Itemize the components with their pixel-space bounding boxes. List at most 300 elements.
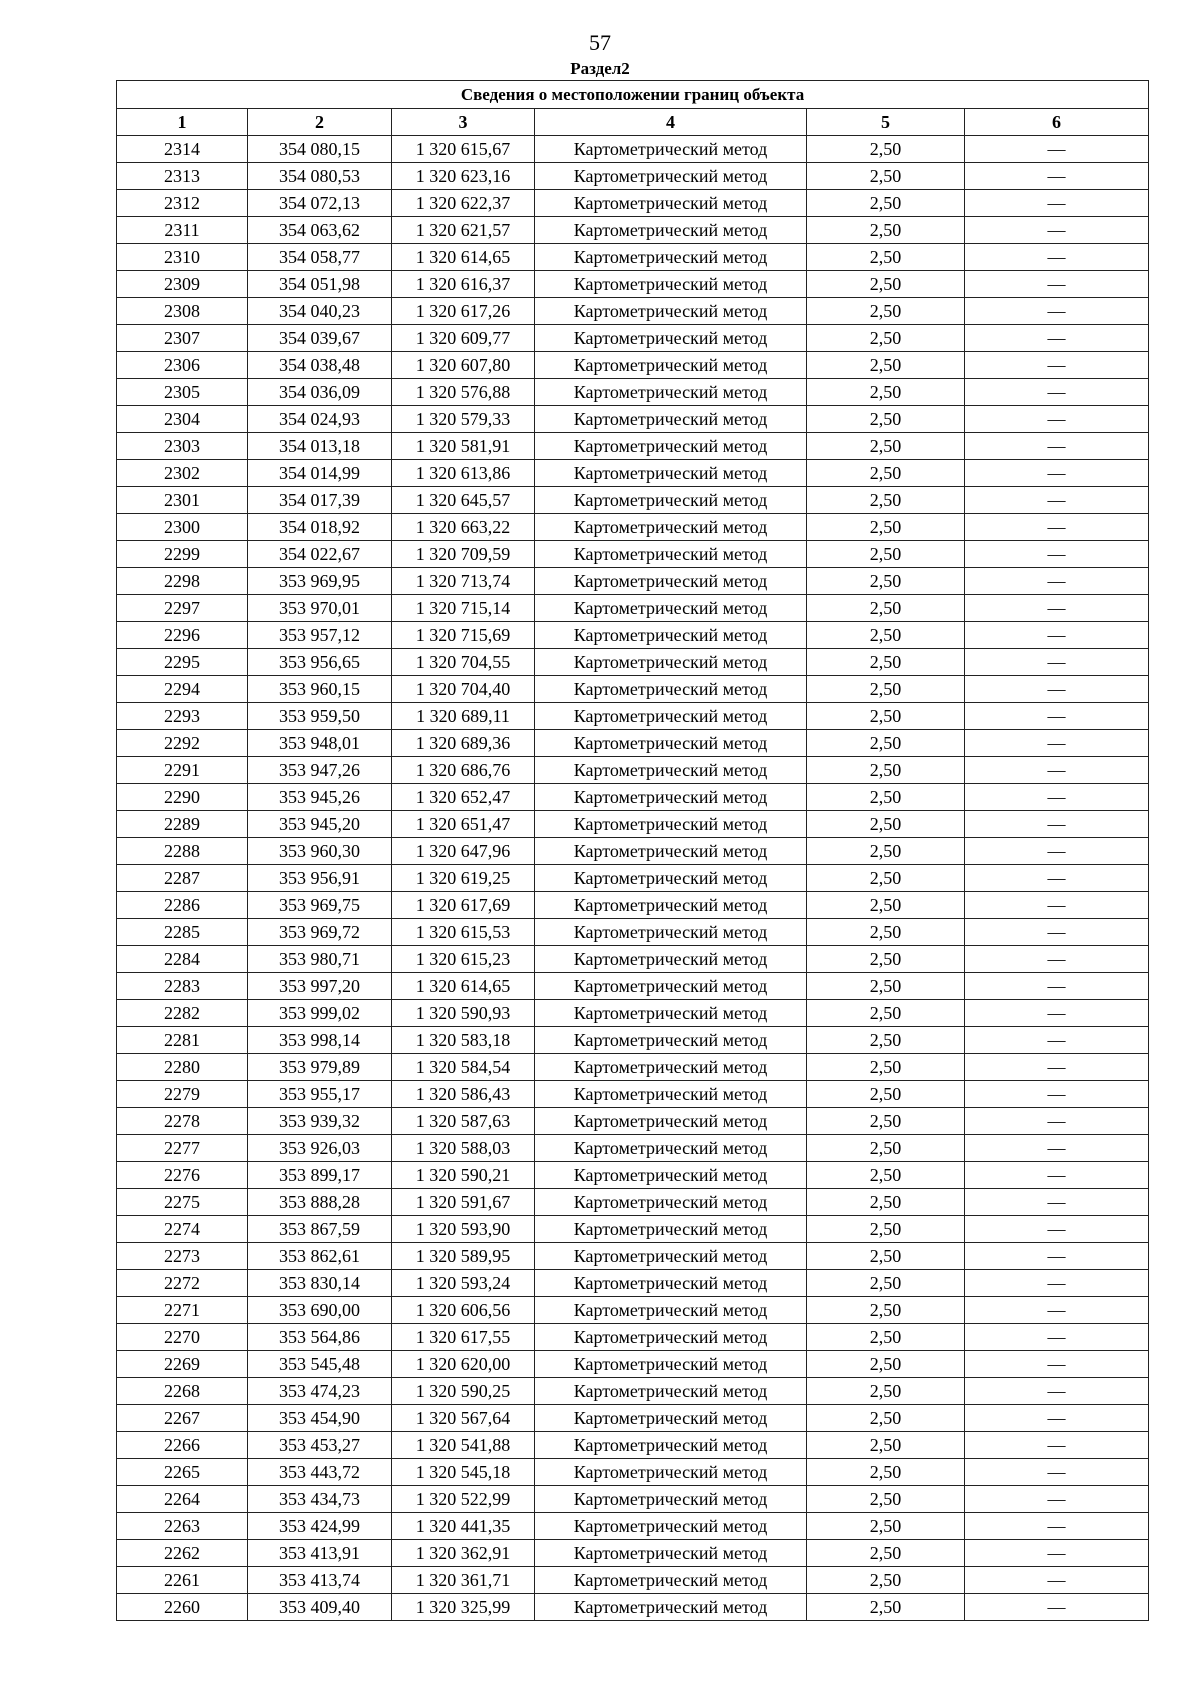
y-coordinate-cell: 1 320 651,47 [392, 811, 535, 838]
accuracy-cell: 2,50 [807, 811, 965, 838]
y-coordinate-cell: 1 320 588,03 [392, 1135, 535, 1162]
accuracy-cell: 2,50 [807, 1297, 965, 1324]
table-row [117, 622, 1149, 649]
determination-method-cell: Картометрический метод [535, 1216, 807, 1243]
accuracy-cell: 2,50 [807, 1567, 965, 1594]
x-coordinate-cell: 354 040,23 [248, 298, 392, 325]
y-coordinate-cell: 1 320 617,69 [392, 892, 535, 919]
y-coordinate-cell: 1 320 617,26 [392, 298, 535, 325]
y-coordinate-cell: 1 320 576,88 [392, 379, 535, 406]
determination-method-cell: Картометрический метод [535, 379, 807, 406]
determination-method-cell: Картометрический метод [535, 919, 807, 946]
point-number-cell: 2263 [117, 1513, 248, 1540]
description-cell: — [965, 1243, 1149, 1270]
determination-method-cell: Картометрический метод [535, 1486, 807, 1513]
x-coordinate-cell: 353 867,59 [248, 1216, 392, 1243]
y-coordinate-cell: 1 320 715,69 [392, 622, 535, 649]
table-row [117, 892, 1149, 919]
y-coordinate-cell: 1 320 686,76 [392, 757, 535, 784]
description-cell: — [965, 406, 1149, 433]
x-coordinate-cell: 353 945,26 [248, 784, 392, 811]
point-number-cell: 2297 [117, 595, 248, 622]
y-coordinate-cell: 1 320 541,88 [392, 1432, 535, 1459]
point-number-cell: 2277 [117, 1135, 248, 1162]
description-cell: — [965, 298, 1149, 325]
x-coordinate-cell: 354 080,15 [248, 136, 392, 163]
column-header: 1 [117, 109, 248, 136]
determination-method-cell: Картометрический метод [535, 460, 807, 487]
y-coordinate-cell: 1 320 713,74 [392, 568, 535, 595]
description-cell: — [965, 1378, 1149, 1405]
x-coordinate-cell: 353 960,15 [248, 676, 392, 703]
determination-method-cell: Картометрический метод [535, 541, 807, 568]
point-number-cell: 2280 [117, 1054, 248, 1081]
description-cell: — [965, 541, 1149, 568]
accuracy-cell: 2,50 [807, 676, 965, 703]
table-row [117, 703, 1149, 730]
y-coordinate-cell: 1 320 545,18 [392, 1459, 535, 1486]
description-cell: — [965, 433, 1149, 460]
accuracy-cell: 2,50 [807, 1432, 965, 1459]
determination-method-cell: Картометрический метод [535, 1459, 807, 1486]
description-cell: — [965, 325, 1149, 352]
table-row [117, 757, 1149, 784]
description-cell: — [965, 1513, 1149, 1540]
point-number-cell: 2279 [117, 1081, 248, 1108]
table-row [117, 1162, 1149, 1189]
x-coordinate-cell: 353 969,95 [248, 568, 392, 595]
point-number-cell: 2308 [117, 298, 248, 325]
description-cell: — [965, 163, 1149, 190]
description-cell: — [965, 973, 1149, 1000]
point-number-cell: 2312 [117, 190, 248, 217]
table-row [117, 1081, 1149, 1108]
y-coordinate-cell: 1 320 589,95 [392, 1243, 535, 1270]
x-coordinate-cell: 354 058,77 [248, 244, 392, 271]
y-coordinate-cell: 1 320 579,33 [392, 406, 535, 433]
point-number-cell: 2300 [117, 514, 248, 541]
point-number-cell: 2307 [117, 325, 248, 352]
accuracy-cell: 2,50 [807, 730, 965, 757]
accuracy-cell: 2,50 [807, 1513, 965, 1540]
determination-method-cell: Картометрический метод [535, 1189, 807, 1216]
x-coordinate-cell: 353 997,20 [248, 973, 392, 1000]
x-coordinate-cell: 354 039,67 [248, 325, 392, 352]
x-coordinate-cell: 354 022,67 [248, 541, 392, 568]
accuracy-cell: 2,50 [807, 514, 965, 541]
table-row [117, 1135, 1149, 1162]
accuracy-cell: 2,50 [807, 352, 965, 379]
description-cell: — [965, 1000, 1149, 1027]
point-number-cell: 2276 [117, 1162, 248, 1189]
description-cell: — [965, 676, 1149, 703]
accuracy-cell: 2,50 [807, 298, 965, 325]
table-row [117, 244, 1149, 271]
description-cell: — [965, 1297, 1149, 1324]
determination-method-cell: Картометрический метод [535, 1432, 807, 1459]
accuracy-cell: 2,50 [807, 1243, 965, 1270]
x-coordinate-cell: 354 063,62 [248, 217, 392, 244]
table-title-row [117, 81, 1149, 109]
accuracy-cell: 2,50 [807, 649, 965, 676]
column-header: 2 [248, 109, 392, 136]
y-coordinate-cell: 1 320 620,00 [392, 1351, 535, 1378]
accuracy-cell: 2,50 [807, 190, 965, 217]
accuracy-cell: 2,50 [807, 1216, 965, 1243]
accuracy-cell: 2,50 [807, 1189, 965, 1216]
y-coordinate-cell: 1 320 584,54 [392, 1054, 535, 1081]
x-coordinate-cell: 353 454,90 [248, 1405, 392, 1432]
table-row [117, 1567, 1149, 1594]
x-coordinate-cell: 354 038,48 [248, 352, 392, 379]
point-number-cell: 2281 [117, 1027, 248, 1054]
determination-method-cell: Картометрический метод [535, 1000, 807, 1027]
accuracy-cell: 2,50 [807, 838, 965, 865]
point-number-cell: 2289 [117, 811, 248, 838]
point-number-cell: 2309 [117, 271, 248, 298]
table-row [117, 1027, 1149, 1054]
point-number-cell: 2304 [117, 406, 248, 433]
description-cell: — [965, 514, 1149, 541]
determination-method-cell: Картометрический метод [535, 1567, 807, 1594]
y-coordinate-cell: 1 320 590,93 [392, 1000, 535, 1027]
x-coordinate-cell: 353 980,71 [248, 946, 392, 973]
point-number-cell: 2314 [117, 136, 248, 163]
x-coordinate-cell: 354 017,39 [248, 487, 392, 514]
accuracy-cell: 2,50 [807, 757, 965, 784]
table-row [117, 379, 1149, 406]
x-coordinate-cell: 354 080,53 [248, 163, 392, 190]
description-cell: — [965, 595, 1149, 622]
description-cell: — [965, 352, 1149, 379]
y-coordinate-cell: 1 320 621,57 [392, 217, 535, 244]
accuracy-cell: 2,50 [807, 1405, 965, 1432]
table-row [117, 676, 1149, 703]
y-coordinate-cell: 1 320 647,96 [392, 838, 535, 865]
point-number-cell: 2269 [117, 1351, 248, 1378]
point-number-cell: 2303 [117, 433, 248, 460]
determination-method-cell: Картометрический метод [535, 190, 807, 217]
table-row [117, 433, 1149, 460]
table-row [117, 1540, 1149, 1567]
y-coordinate-cell: 1 320 586,43 [392, 1081, 535, 1108]
point-number-cell: 2286 [117, 892, 248, 919]
determination-method-cell: Картометрический метод [535, 1594, 807, 1621]
description-cell: — [965, 1054, 1149, 1081]
description-cell: — [965, 379, 1149, 406]
determination-method-cell: Картометрический метод [535, 163, 807, 190]
point-number-cell: 2311 [117, 217, 248, 244]
accuracy-cell: 2,50 [807, 325, 965, 352]
y-coordinate-cell: 1 320 614,65 [392, 244, 535, 271]
x-coordinate-cell: 353 970,01 [248, 595, 392, 622]
x-coordinate-cell: 354 024,93 [248, 406, 392, 433]
y-coordinate-cell: 1 320 709,59 [392, 541, 535, 568]
y-coordinate-cell: 1 320 441,35 [392, 1513, 535, 1540]
accuracy-cell: 2,50 [807, 865, 965, 892]
x-coordinate-cell: 353 999,02 [248, 1000, 392, 1027]
description-cell: — [965, 1459, 1149, 1486]
accuracy-cell: 2,50 [807, 622, 965, 649]
x-coordinate-cell: 353 899,17 [248, 1162, 392, 1189]
table-row [117, 190, 1149, 217]
y-coordinate-cell: 1 320 615,23 [392, 946, 535, 973]
x-coordinate-cell: 353 960,30 [248, 838, 392, 865]
x-coordinate-cell: 353 413,74 [248, 1567, 392, 1594]
y-coordinate-cell: 1 320 362,91 [392, 1540, 535, 1567]
x-coordinate-cell: 353 956,91 [248, 865, 392, 892]
point-number-cell: 2284 [117, 946, 248, 973]
x-coordinate-cell: 353 443,72 [248, 1459, 392, 1486]
section-title: Раздел2 [570, 59, 630, 78]
determination-method-cell: Картометрический метод [535, 1054, 807, 1081]
point-number-cell: 2285 [117, 919, 248, 946]
column-header: 4 [535, 109, 807, 136]
point-number-cell: 2306 [117, 352, 248, 379]
description-cell: — [965, 190, 1149, 217]
y-coordinate-cell: 1 320 593,24 [392, 1270, 535, 1297]
accuracy-cell: 2,50 [807, 1135, 965, 1162]
table-row [117, 1216, 1149, 1243]
x-coordinate-cell: 353 888,28 [248, 1189, 392, 1216]
table-row [117, 1000, 1149, 1027]
description-cell: — [965, 244, 1149, 271]
x-coordinate-cell: 353 413,91 [248, 1540, 392, 1567]
accuracy-cell: 2,50 [807, 1162, 965, 1189]
accuracy-cell: 2,50 [807, 379, 965, 406]
accuracy-cell: 2,50 [807, 460, 965, 487]
accuracy-cell: 2,50 [807, 973, 965, 1000]
accuracy-cell: 2,50 [807, 1054, 965, 1081]
y-coordinate-cell: 1 320 622,37 [392, 190, 535, 217]
x-coordinate-cell: 353 957,12 [248, 622, 392, 649]
determination-method-cell: Картометрический метод [535, 298, 807, 325]
table-body [117, 136, 1149, 1621]
description-cell: — [965, 784, 1149, 811]
accuracy-cell: 2,50 [807, 1459, 965, 1486]
x-coordinate-cell: 353 945,20 [248, 811, 392, 838]
determination-method-cell: Картометрический метод [535, 946, 807, 973]
x-coordinate-cell: 353 434,73 [248, 1486, 392, 1513]
table-row [117, 919, 1149, 946]
table-row [117, 1297, 1149, 1324]
point-number-cell: 2294 [117, 676, 248, 703]
point-number-cell: 2262 [117, 1540, 248, 1567]
accuracy-cell: 2,50 [807, 433, 965, 460]
x-coordinate-cell: 354 051,98 [248, 271, 392, 298]
description-cell: — [965, 1162, 1149, 1189]
page-number: 57 [589, 30, 611, 55]
table-row [117, 1378, 1149, 1405]
determination-method-cell: Картометрический метод [535, 838, 807, 865]
accuracy-cell: 2,50 [807, 271, 965, 298]
determination-method-cell: Картометрический метод [535, 622, 807, 649]
accuracy-cell: 2,50 [807, 892, 965, 919]
determination-method-cell: Картометрический метод [535, 1243, 807, 1270]
table-row [117, 460, 1149, 487]
point-number-cell: 2283 [117, 973, 248, 1000]
accuracy-cell: 2,50 [807, 244, 965, 271]
determination-method-cell: Картометрический метод [535, 595, 807, 622]
x-coordinate-cell: 353 998,14 [248, 1027, 392, 1054]
table-row [117, 136, 1149, 163]
description-cell: — [965, 1216, 1149, 1243]
table-row [117, 1405, 1149, 1432]
determination-method-cell: Картометрический метод [535, 487, 807, 514]
description-cell: — [965, 1189, 1149, 1216]
x-coordinate-cell: 354 072,13 [248, 190, 392, 217]
x-coordinate-cell: 354 013,18 [248, 433, 392, 460]
x-coordinate-cell: 353 969,75 [248, 892, 392, 919]
column-number-row [117, 109, 1149, 136]
table-row [117, 784, 1149, 811]
y-coordinate-cell: 1 320 623,16 [392, 163, 535, 190]
point-number-cell: 2265 [117, 1459, 248, 1486]
y-coordinate-cell: 1 320 715,14 [392, 595, 535, 622]
accuracy-cell: 2,50 [807, 784, 965, 811]
x-coordinate-cell: 353 424,99 [248, 1513, 392, 1540]
y-coordinate-cell: 1 320 615,67 [392, 136, 535, 163]
description-cell: — [965, 1567, 1149, 1594]
determination-method-cell: Картометрический метод [535, 568, 807, 595]
y-coordinate-cell: 1 320 615,53 [392, 919, 535, 946]
description-cell: — [965, 1108, 1149, 1135]
accuracy-cell: 2,50 [807, 1540, 965, 1567]
point-number-cell: 2296 [117, 622, 248, 649]
point-number-cell: 2293 [117, 703, 248, 730]
description-cell: — [965, 1432, 1149, 1459]
point-number-cell: 2305 [117, 379, 248, 406]
x-coordinate-cell: 353 926,03 [248, 1135, 392, 1162]
y-coordinate-cell: 1 320 593,90 [392, 1216, 535, 1243]
determination-method-cell: Картометрический метод [535, 1540, 807, 1567]
determination-method-cell: Картометрический метод [535, 1405, 807, 1432]
table-row [117, 946, 1149, 973]
accuracy-cell: 2,50 [807, 703, 965, 730]
accuracy-cell: 2,50 [807, 541, 965, 568]
table-row [117, 1108, 1149, 1135]
point-number-cell: 2261 [117, 1567, 248, 1594]
determination-method-cell: Картометрический метод [535, 406, 807, 433]
description-cell: — [965, 622, 1149, 649]
accuracy-cell: 2,50 [807, 919, 965, 946]
description-cell: — [965, 1081, 1149, 1108]
determination-method-cell: Картометрический метод [535, 1108, 807, 1135]
determination-method-cell: Картометрический метод [535, 1297, 807, 1324]
x-coordinate-cell: 354 036,09 [248, 379, 392, 406]
determination-method-cell: Картометрический метод [535, 514, 807, 541]
accuracy-cell: 2,50 [807, 1378, 965, 1405]
point-number-cell: 2271 [117, 1297, 248, 1324]
table-row [117, 1432, 1149, 1459]
description-cell: — [965, 1135, 1149, 1162]
table-row [117, 1054, 1149, 1081]
description-cell: — [965, 946, 1149, 973]
table-row [117, 298, 1149, 325]
description-cell: — [965, 919, 1149, 946]
accuracy-cell: 2,50 [807, 946, 965, 973]
point-number-cell: 2268 [117, 1378, 248, 1405]
determination-method-cell: Картометрический метод [535, 1324, 807, 1351]
point-number-cell: 2272 [117, 1270, 248, 1297]
description-cell: — [965, 1540, 1149, 1567]
determination-method-cell: Картометрический метод [535, 1135, 807, 1162]
y-coordinate-cell: 1 320 606,56 [392, 1297, 535, 1324]
x-coordinate-cell: 353 409,40 [248, 1594, 392, 1621]
y-coordinate-cell: 1 320 583,18 [392, 1027, 535, 1054]
description-cell: — [965, 1270, 1149, 1297]
determination-method-cell: Картометрический метод [535, 676, 807, 703]
y-coordinate-cell: 1 320 590,21 [392, 1162, 535, 1189]
determination-method-cell: Картометрический метод [535, 1351, 807, 1378]
accuracy-cell: 2,50 [807, 568, 965, 595]
x-coordinate-cell: 353 545,48 [248, 1351, 392, 1378]
point-number-cell: 2288 [117, 838, 248, 865]
table-row [117, 1459, 1149, 1486]
description-cell: — [965, 1486, 1149, 1513]
x-coordinate-cell: 353 979,89 [248, 1054, 392, 1081]
description-cell: — [965, 703, 1149, 730]
y-coordinate-cell: 1 320 652,47 [392, 784, 535, 811]
point-number-cell: 2275 [117, 1189, 248, 1216]
table-row [117, 1324, 1149, 1351]
description-cell: — [965, 217, 1149, 244]
point-number-cell: 2291 [117, 757, 248, 784]
table-row [117, 352, 1149, 379]
table-row [117, 271, 1149, 298]
table-row [117, 514, 1149, 541]
accuracy-cell: 2,50 [807, 487, 965, 514]
table-row [117, 1513, 1149, 1540]
table-row [117, 730, 1149, 757]
y-coordinate-cell: 1 320 704,55 [392, 649, 535, 676]
point-number-cell: 2274 [117, 1216, 248, 1243]
table-row [117, 406, 1149, 433]
point-number-cell: 2270 [117, 1324, 248, 1351]
y-coordinate-cell: 1 320 567,64 [392, 1405, 535, 1432]
determination-method-cell: Картометрический метод [535, 730, 807, 757]
description-cell: — [965, 487, 1149, 514]
point-number-cell: 2299 [117, 541, 248, 568]
x-coordinate-cell: 353 830,14 [248, 1270, 392, 1297]
x-coordinate-cell: 353 862,61 [248, 1243, 392, 1270]
accuracy-cell: 2,50 [807, 163, 965, 190]
point-number-cell: 2273 [117, 1243, 248, 1270]
determination-method-cell: Картометрический метод [535, 811, 807, 838]
description-cell: — [965, 1351, 1149, 1378]
determination-method-cell: Картометрический метод [535, 352, 807, 379]
x-coordinate-cell: 353 955,17 [248, 1081, 392, 1108]
table-row [117, 649, 1149, 676]
y-coordinate-cell: 1 320 689,36 [392, 730, 535, 757]
point-number-cell: 2290 [117, 784, 248, 811]
determination-method-cell: Картометрический метод [535, 136, 807, 163]
accuracy-cell: 2,50 [807, 1486, 965, 1513]
determination-method-cell: Картометрический метод [535, 1027, 807, 1054]
point-number-cell: 2278 [117, 1108, 248, 1135]
point-number-cell: 2313 [117, 163, 248, 190]
x-coordinate-cell: 353 564,86 [248, 1324, 392, 1351]
description-cell: — [965, 460, 1149, 487]
table-row [117, 541, 1149, 568]
accuracy-cell: 2,50 [807, 217, 965, 244]
point-number-cell: 2266 [117, 1432, 248, 1459]
x-coordinate-cell: 353 948,01 [248, 730, 392, 757]
table-title: Сведения о местоположении границ объекта [117, 81, 1149, 109]
point-number-cell: 2287 [117, 865, 248, 892]
table-row [117, 1270, 1149, 1297]
x-coordinate-cell: 353 959,50 [248, 703, 392, 730]
